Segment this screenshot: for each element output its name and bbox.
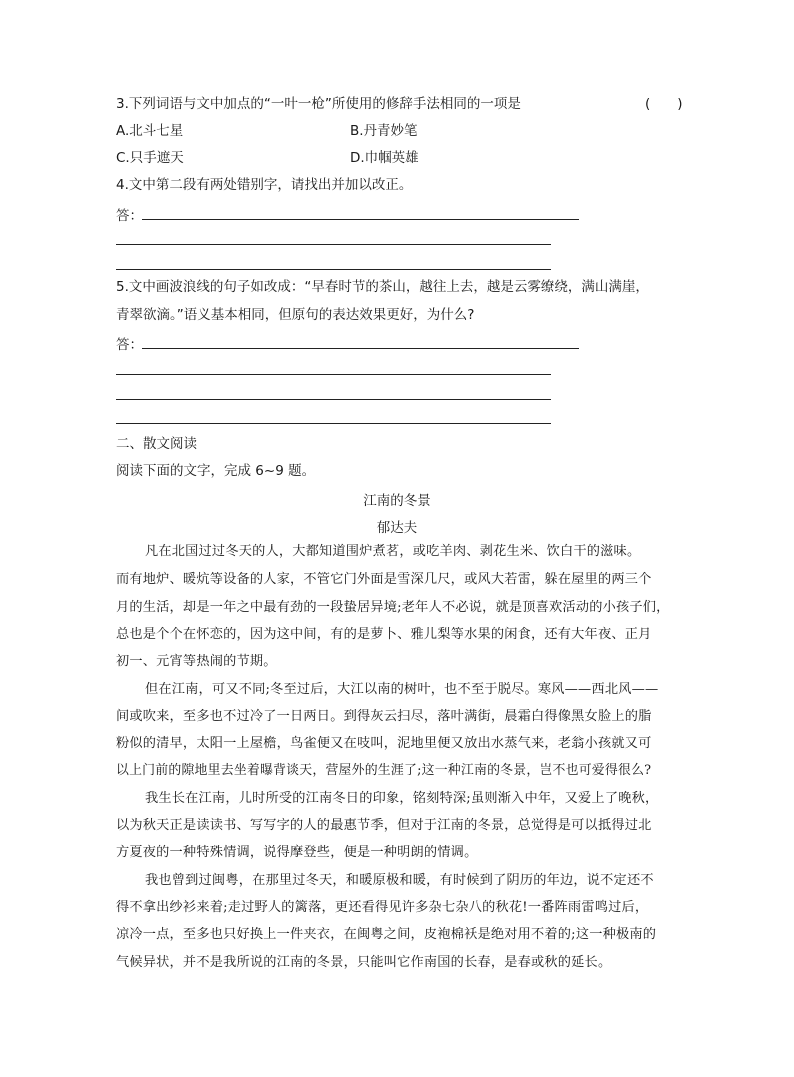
answer-bracket: ( ) bbox=[645, 96, 683, 112]
answer-line bbox=[142, 219, 579, 220]
question-3-stem: 3.下列词语与文中加点的“一叶一枪”所使用的修辞手法相同的一项是 bbox=[116, 96, 521, 112]
answer-line bbox=[116, 374, 551, 375]
answer-label: 答： bbox=[116, 337, 143, 353]
essay-line: 初一、元宵等热闹的节期。 bbox=[116, 654, 277, 669]
essay-line: 以上门前的隙地里去坐着曝背谈天，营屋外的生涯了;这一种江南的冬景，岂不也可爱得很么? bbox=[116, 763, 652, 778]
essay-line: 方夏夜的一种特殊情调，说得摩登些，便是一种明朗的情调。 bbox=[116, 845, 478, 860]
essay-line: 而有地炉、暖炕等设备的人家，不管它门外面是雪深几尺，或风大若雷，躲在屋里的两三个 bbox=[116, 572, 652, 587]
question-5-stem-continued: 青翠欲滴。”语义基本相同，但原句的表达效果更好，为什么? bbox=[116, 307, 475, 323]
essay-line: 我也曾到过闽粤，在那里过冬天，和暖原极和暖，有时候到了阴历的年边，说不定还不 bbox=[145, 873, 654, 888]
answer-line bbox=[142, 348, 579, 349]
section-instruction: 阅读下面的文字，完成 6~9 题。 bbox=[116, 463, 316, 479]
answer-label: 答： bbox=[116, 208, 143, 224]
essay-line: 凉冷一点，至多也只好换上一件夹衣，在闽粤之间，皮袍棉袄是绝对用不着的;这一种极南的 bbox=[116, 927, 657, 942]
section-heading: 二、散文阅读 bbox=[116, 436, 197, 452]
essay-line: 气候异状，并不是我所说的江南的冬景，只能叫它作南国的长春，是春或秋的延长。 bbox=[116, 955, 612, 970]
essay-line: 以为秋天正是读读书、写写字的人的最惠节季，但对于江南的冬景，总觉得是可以抵得过北 bbox=[116, 818, 652, 833]
essay-line: 得不拿出纱衫来着;走过野人的篱落，更还看得见许多杂七杂八的秋花!一番阵雨雷鸣过后， bbox=[116, 900, 649, 915]
essay-author: 郁达夫 bbox=[376, 520, 418, 536]
question-4-stem: 4.文中第二段有两处错别字，请找出并加以改正。 bbox=[116, 177, 413, 193]
essay-line: 间或吹来，至多也不过冷了一日两日。到得灰云扫尽，落叶满街，晨霜白得像黑女脸上的脂 bbox=[116, 709, 652, 724]
essay-title: 江南的冬景 bbox=[363, 493, 431, 509]
essay-line: 我生长在江南，儿时所受的江南冬日的印象，铭刻特深;虽则渐入中年，又爱上了晚秋， bbox=[145, 791, 659, 806]
option-b: B.丹青妙笔 bbox=[350, 123, 418, 139]
essay-line: 月的生活，却是一年之中最有劲的一段蛰居异境;老年人不必说，就是顶喜欢活动的小孩子们， bbox=[116, 600, 670, 615]
option-a: A.北斗七星 bbox=[116, 123, 184, 139]
essay-line: 总也是个个在怀恋的，因为这中间，有的是萝卜、雅儿梨等水果的闲食，还有大年夜、正月 bbox=[116, 627, 652, 642]
option-d: D.巾帼英雄 bbox=[350, 150, 419, 166]
option-c: C.只手遮天 bbox=[116, 150, 184, 166]
answer-line bbox=[116, 423, 551, 424]
essay-line: 粉似的清早，太阳一上屋檐，鸟雀便又在吱叫，泥地里便又放出水蒸气来，老翁小孩就又可 bbox=[116, 736, 652, 751]
answer-line bbox=[116, 244, 551, 245]
essay-line: 凡在北国过过冬天的人，大都知道围炉煮茗，或吃羊肉、剥花生米、饮白干的滋味。 bbox=[145, 544, 641, 559]
answer-line bbox=[116, 399, 551, 400]
essay-line: 但在江南，可又不同;冬至过后，大江以南的树叶，也不至于脱尽。寒风——西北风—— bbox=[145, 682, 659, 697]
answer-line bbox=[116, 269, 551, 270]
question-5-stem: 5.文中画波浪线的句子如改成：“早春时节的茶山，越往上去，越是云雾缭绕，满山满崖， bbox=[116, 279, 649, 295]
